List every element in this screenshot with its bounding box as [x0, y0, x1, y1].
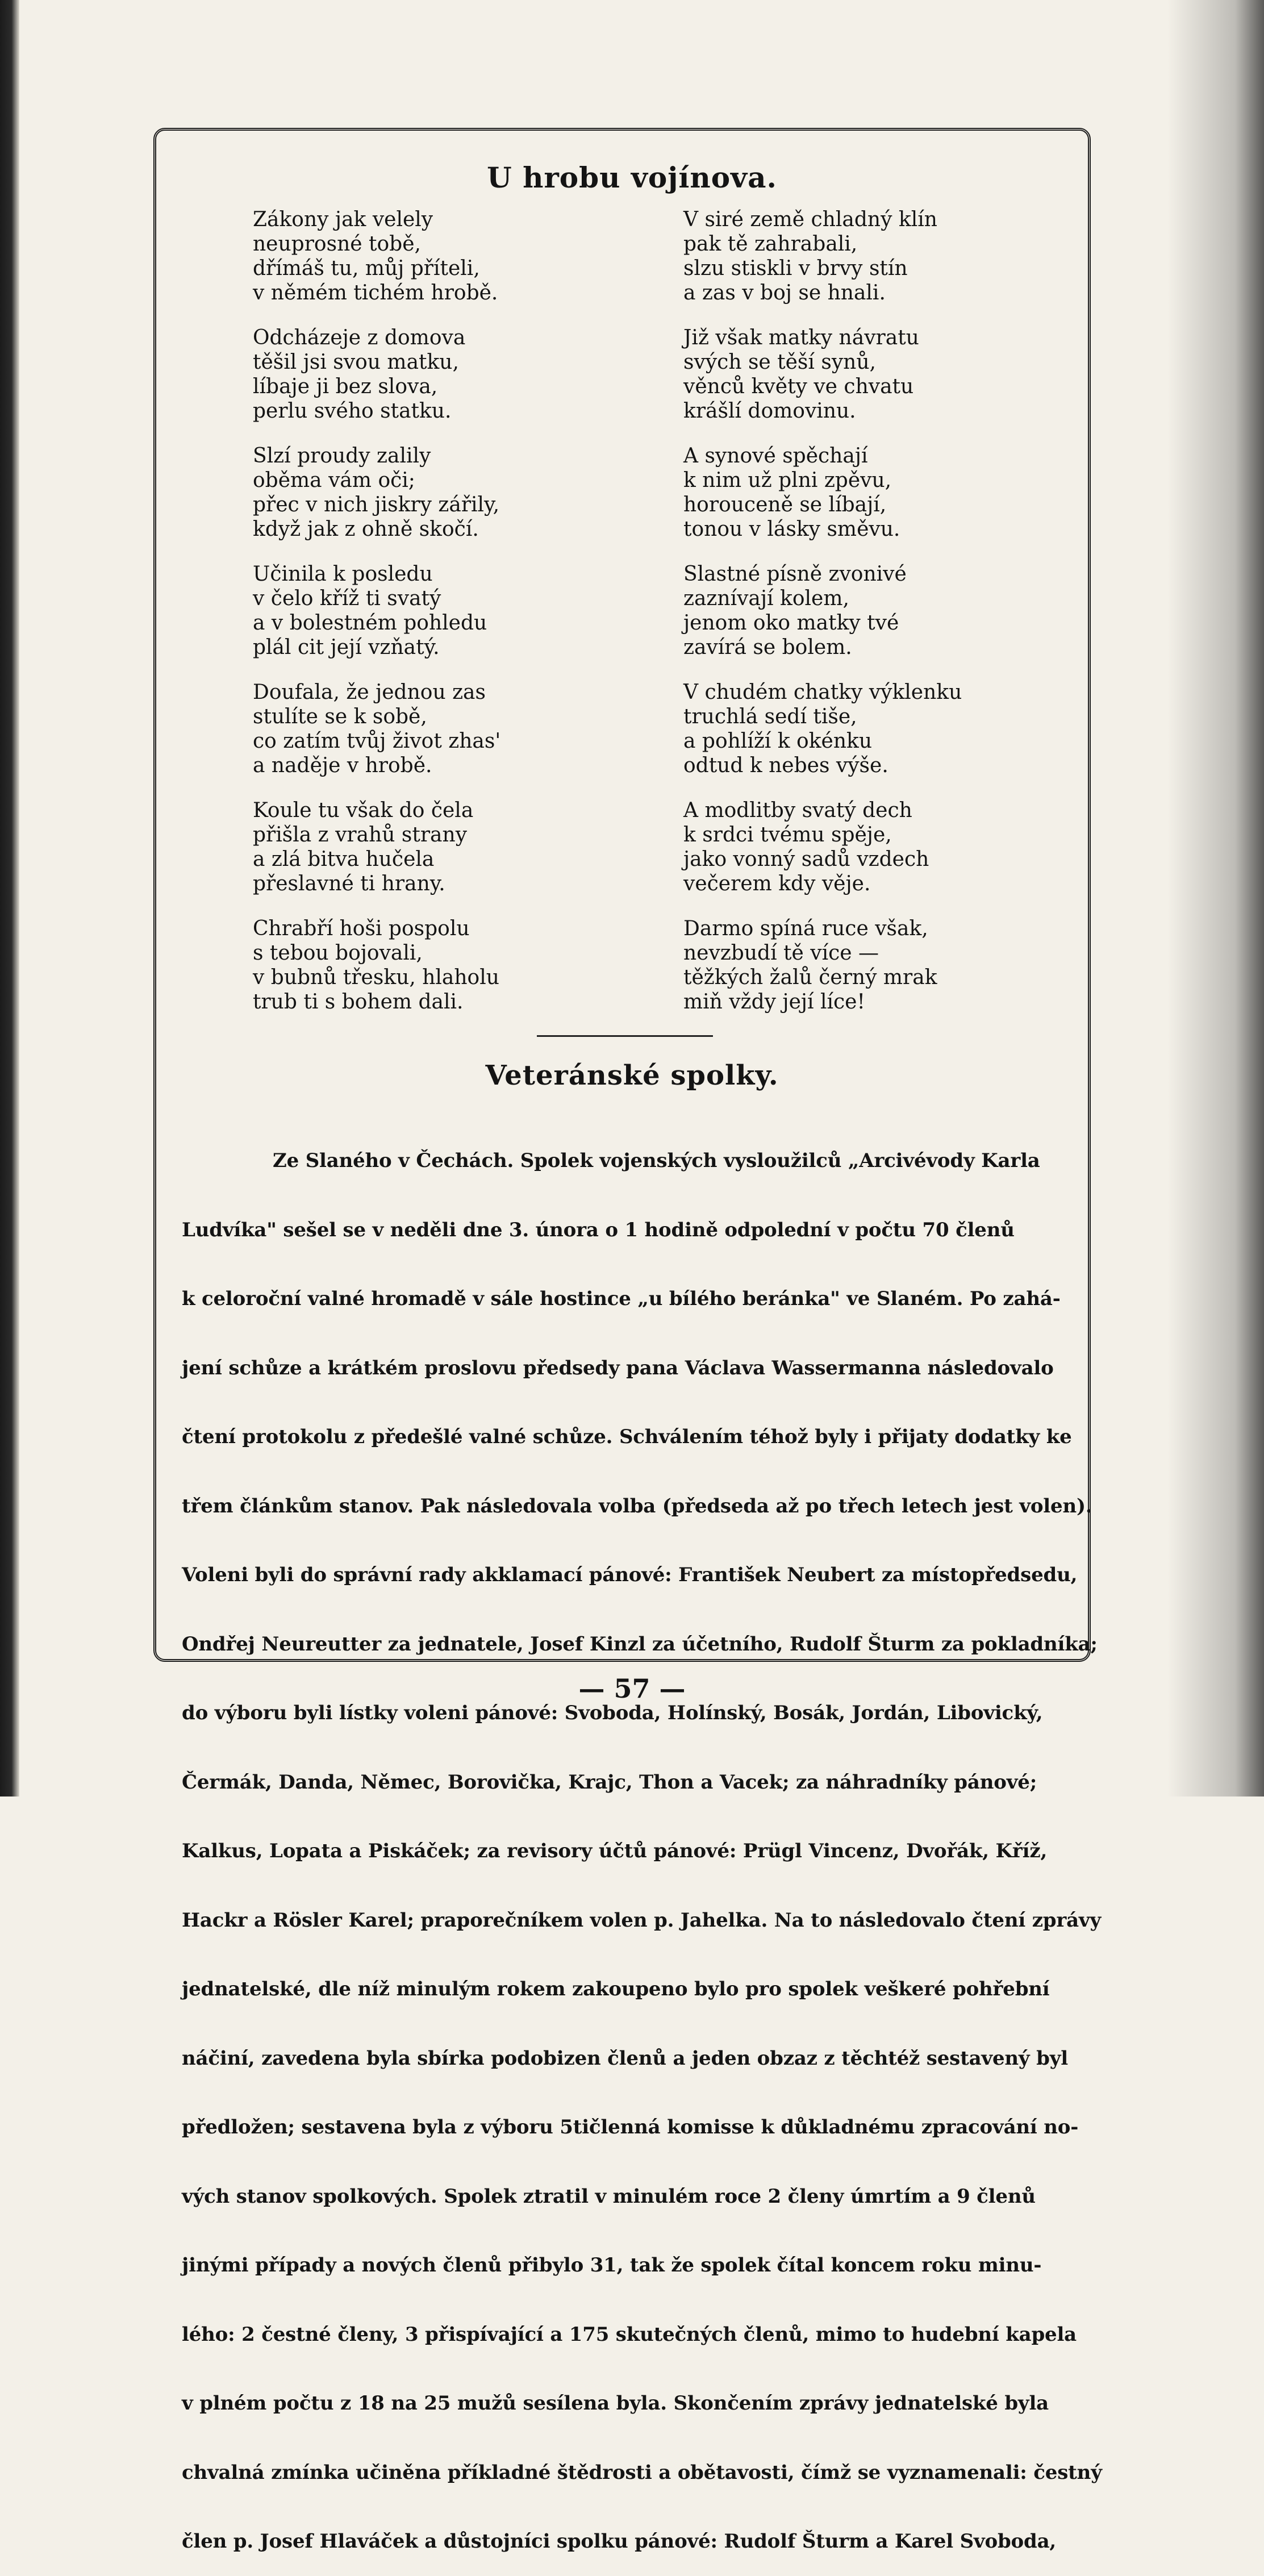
article-line: předložen; sestavena byla z výboru 5tičlenná komisse k důkladnému zpracování no- [182, 2116, 1079, 2139]
article-line: v plném počtu z 18 na 25 mužů sesílena byla. Skončením zprávy jednatelské byla [182, 2392, 1049, 2415]
poem-stanza-right-1: V siré země chladný klín pak tě zahrabali, slzu stiskli v brvy stín a zas v boj se hnali. [683, 208, 937, 305]
article-line: Spolek vojenských vysloužilců „Arcivévody Karla [514, 1149, 1040, 1172]
poem-stanza-right-5: V chudém chatky výklenku truchlá sedí tiše, a pohlíží k okénku odtud k nebes výše. [683, 681, 962, 777]
poem-stanza-left-1: Zákony jak velely neuprosné tobě, dřímáš tu, můj příteli, v němém tichém hrobě. [253, 208, 498, 305]
poem-stanza-left-5: Doufala, že jednou zas stulíte se k sobě, co zatím tvůj život zhas' a naděje v hrobě. [253, 681, 501, 777]
article-line: chvalná zmínka učiněna příkladné štědrosti a obětavosti, čímž se vyznamenali: čestný [182, 2461, 1102, 2484]
scan-left-edge [0, 0, 19, 1796]
article-line: náčiní, zavedena byla sbírka podobizen členů a jeden obzaz z těchtéž sestavený byl [182, 2046, 1068, 2070]
article-line: lého: 2 čestné členy, 3 přispívající a 175 skutečných členů, mimo to hudební kapela [182, 2323, 1077, 2346]
poem-stanza-right-2: Již však matky návratu svých se těší synů, věnců květy ve chvatu krášlí domovinu. [683, 326, 919, 423]
article-line: třem článkům stanov. Pak následovala volba (předseda až po třech letech jest volen). [182, 1494, 1092, 1518]
article-line: jení schůze a krátkém proslovu předsedy pana Václava Wassermanna následovalo [182, 1356, 1054, 1379]
article-lead: Ze Slaného v Čechách. [273, 1149, 514, 1172]
poem-stanza-left-6: Koule tu však do čela přišla z vrahů strany a zlá bitva hučela přeslavné ti hrany. [253, 799, 474, 895]
article-line: Ludvíka" sešel se v neděli dne 3. února o 1 hodině odpolední v počtu 70 členů [182, 1218, 1015, 1241]
article-line: do výboru byli lístky voleni pánové: Svoboda, Holínský, Bosák, Jordán, Libovický, [182, 1702, 1043, 1724]
article-line: vých stanov spolkových. Spolek ztratil v minulém roce 2 členy úmrtím a 9 členů [182, 2185, 1036, 2208]
poem-stanza-right-7: Darmo spíná ruce však, nevzbudí tě více — těžkých žalů černý mrak miň vždy její líce! [683, 917, 937, 1014]
section-divider [537, 1035, 713, 1037]
article-line: jinými případy a nových členů přibylo 31, tak že spolek čítal koncem roku minu- [182, 2254, 1042, 2277]
article-line: člen p. Josef Hlaváček a důstojníci spolku pánové: Rudolf Šturm a Karel Svoboda, [182, 2530, 1057, 2553]
article-line: čtení protokolu z předešlé valné schůze. Schválením téhož byly i přijaty dodatky ke [182, 1425, 1072, 1448]
article-first-line [182, 1149, 1073, 1173]
article-line: Hackr a Rösler Karel; praporečníkem volen p. Jahelka. Na to následovalo čtení zprávy [182, 1908, 1102, 1932]
article-line: Ondřej Neureutter za jednatele, Josef Kinzl za účetního, Rudolf Šturm za pokladníka; [182, 1632, 1098, 1656]
poem-stanza-left-4: Učinila k posledu v čelo kříž ti svatý a v bolestném pohledu plál cit její vzňatý. [253, 562, 487, 659]
poem-title: U hrobu vojínova. [487, 161, 777, 194]
poem-stanza-left-2: Odcházeje z domova těšil jsi svou matku, líbaje ji bez slova, perlu svého statku. [253, 326, 466, 423]
page-number: — 57 — [578, 1673, 686, 1704]
scan-right-shadow [1167, 0, 1264, 1796]
article-body [182, 1103, 1102, 2576]
article-line: k celoroční valné hromadě v sále hostince „u bílého beránka" ve Slaném. Po zahá- [182, 1287, 1061, 1310]
poem-stanza-left-3: Slzí proudy zalily oběma vám oči; přec v nich jiskry zářily, když jak z ohně skočí. [253, 444, 500, 541]
poem-stanza-right-3: A synové spěchají k nim už plni zpěvu, horouceně se líbají, tonou v lásky směvu. [683, 444, 900, 541]
article-line: jednatelské, dle níž minulým rokem zakoupeno bylo pro spolek veškeré pohřební [182, 1978, 1050, 2000]
section-title: Veteránské spolky. [485, 1060, 779, 1091]
article-line: Kalkus, Lopata a Piskáček; za revisory účtů pánové: Prügl Vincenz, Dvořák, Kříž, [182, 1840, 1048, 1862]
article-line: Čermák, Danda, Němec, Borovička, Krajc, Thon a Vacek; za náhradníky pánové; [182, 1770, 1037, 1794]
poem-stanza-right-4: Slastné písně zvonivé zaznívají kolem, jenom oko matky tvé zavírá se bolem. [683, 562, 907, 659]
poem-stanza-left-7: Chrabří hoši pospolu s tebou bojovali, v bubnů třesku, hlaholu trub ti s bohem dali. [253, 917, 499, 1014]
poem-stanza-right-6: A modlitby svatý dech k srdci tvému spěje, jako vonný sadů vzdech večerem kdy věje. [683, 799, 929, 895]
article-line: Voleni byli do správní rady akklamací pánové: František Neubert za místopředsedu, [182, 1564, 1078, 1586]
